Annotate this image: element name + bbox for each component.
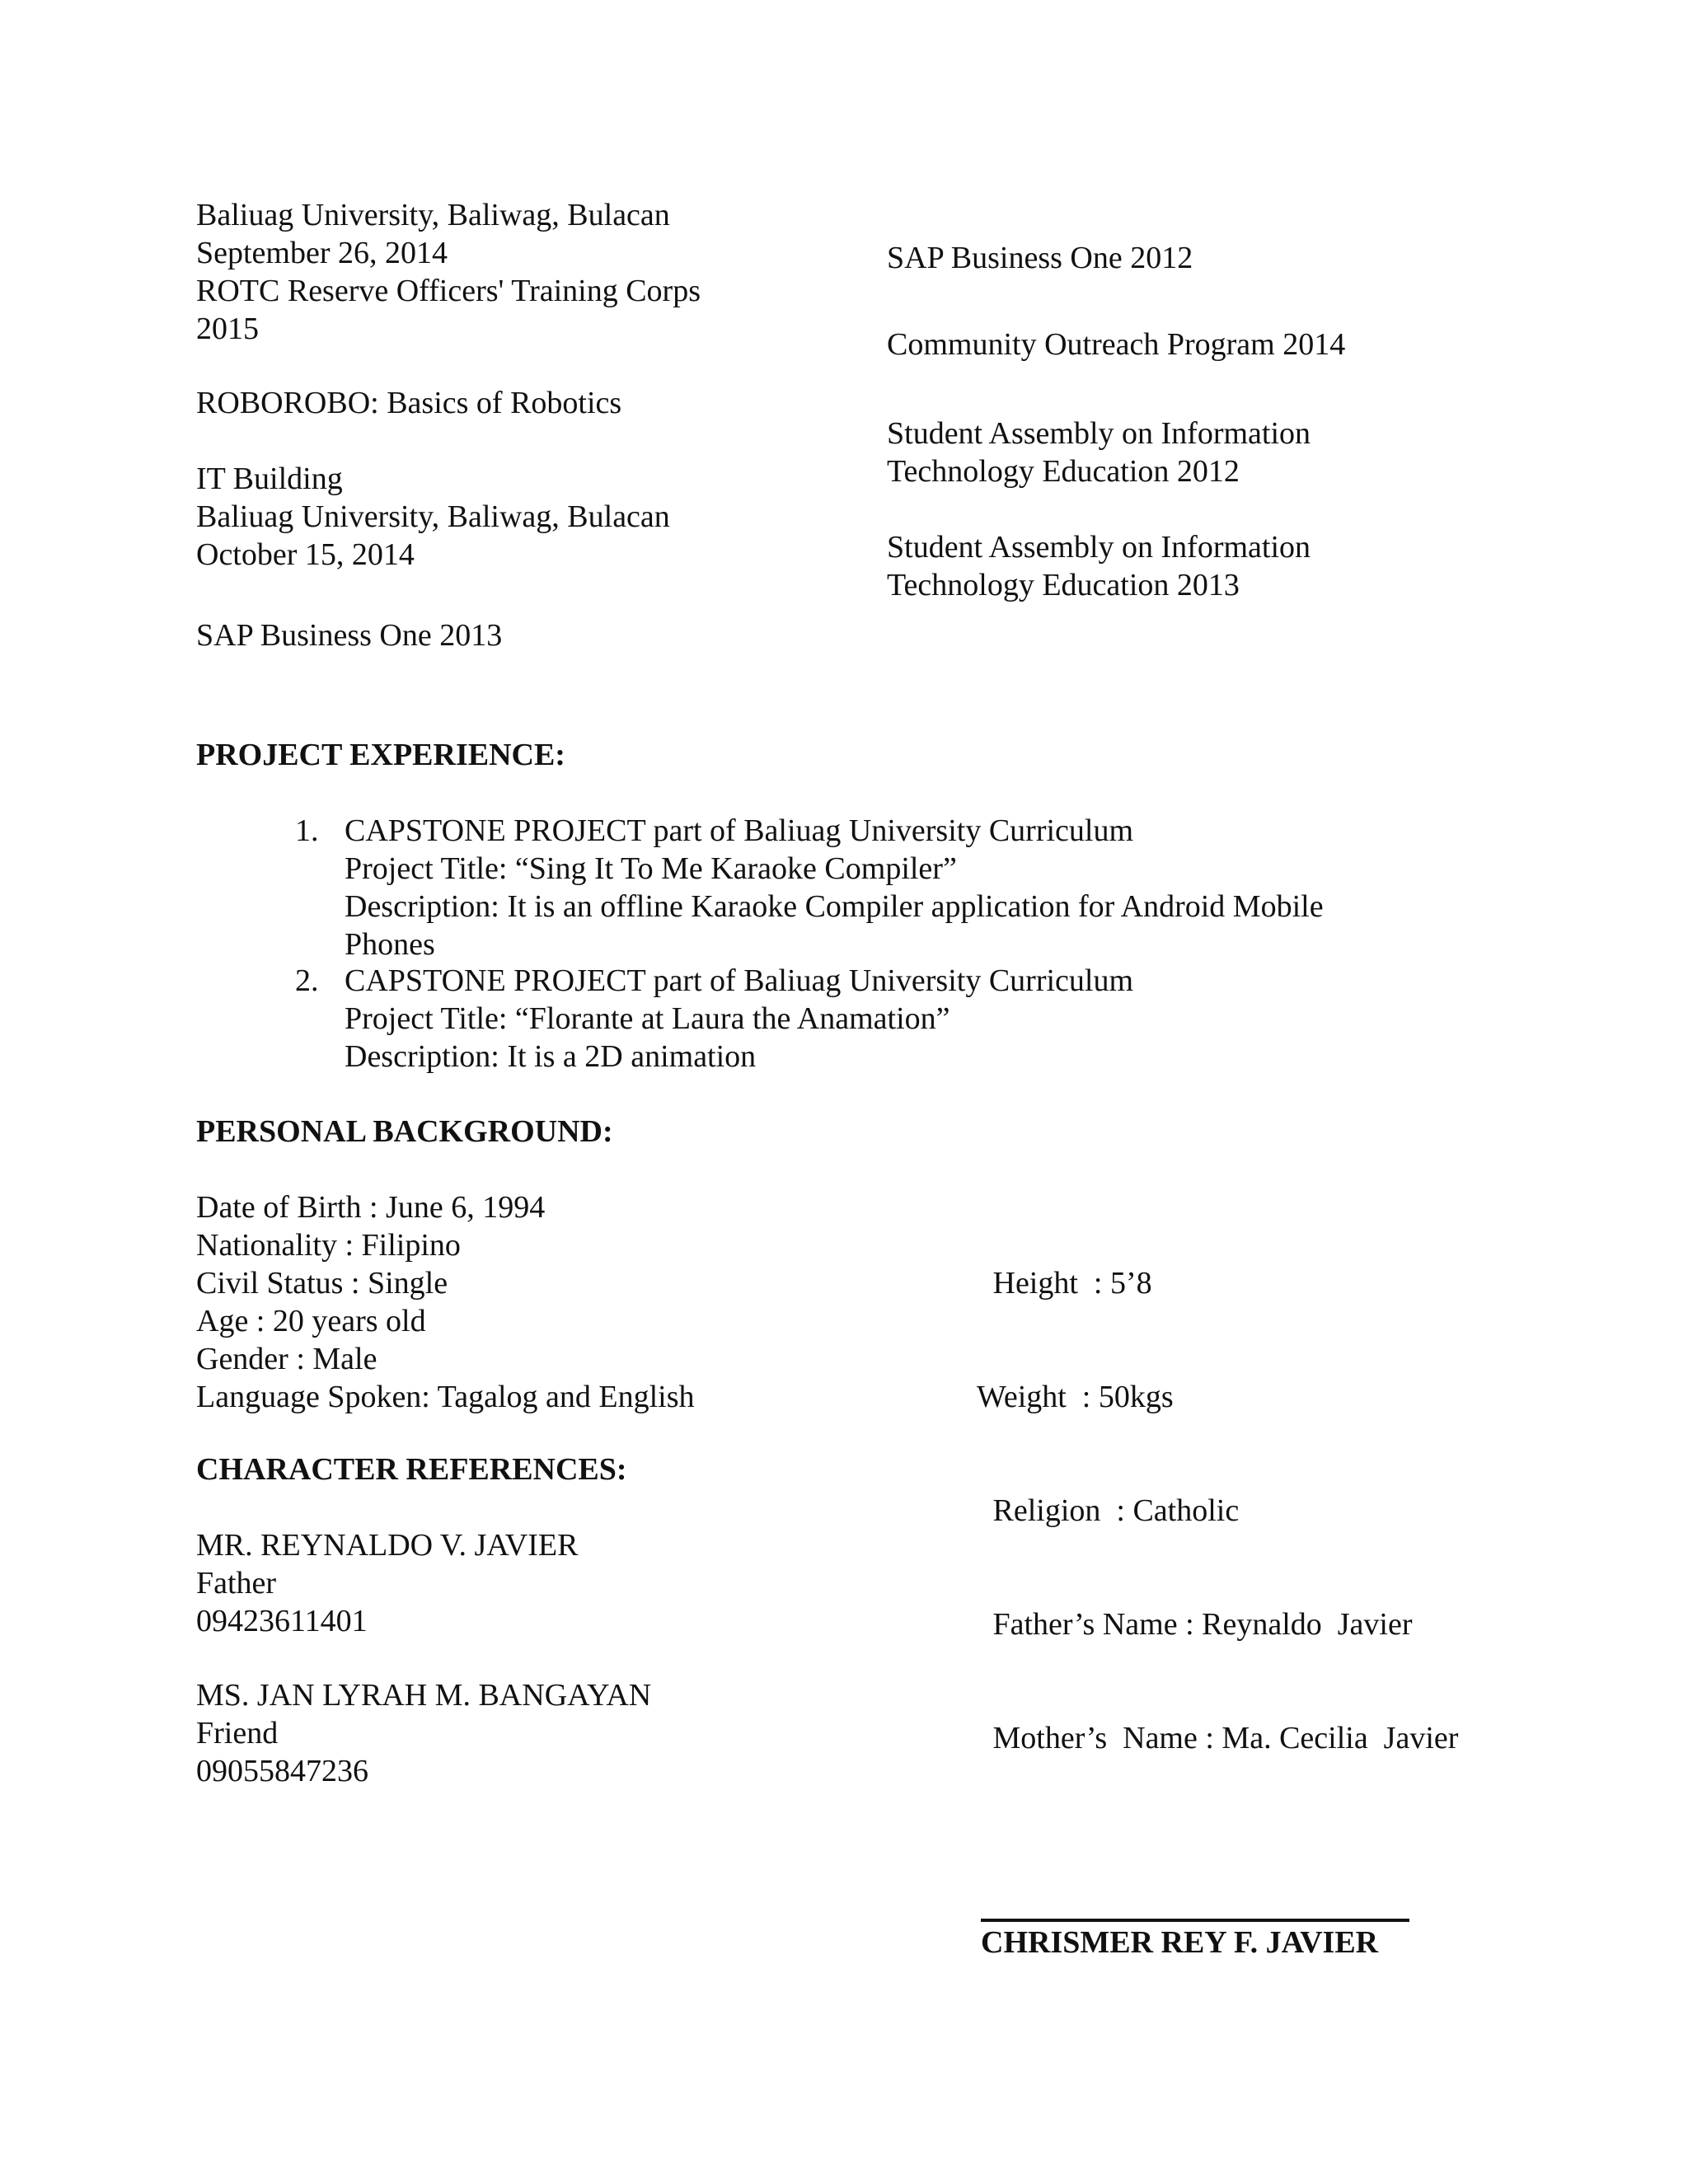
seminar-venue-block (196, 196, 701, 348)
languages: Language Spoken: Tagalog and English (196, 1380, 695, 1414)
venue-date-line: October 15, 2014 (196, 537, 415, 572)
seminar-venue-line: Baliuag University, Baliwag, Bulacan (196, 198, 670, 232)
project-1-description-cont: Phones (345, 927, 435, 962)
venue-building-line: IT Building (196, 462, 343, 496)
roborobo-seminar: ROBOROBO: Basics of Robotics (196, 386, 622, 420)
project-1-line1: CAPSTONE PROJECT part of Baliuag University Curriculum (345, 813, 1134, 848)
seminar-date-line: September 26, 2014 (196, 236, 448, 270)
assembly-2012-line2: Technology Education 2012 (887, 454, 1240, 489)
mother-name: Mother’s Name : Ma. Cecilia Javier (985, 1721, 1459, 1755)
project-experience-heading: PROJECT EXPERIENCE: (196, 738, 565, 772)
character-references-heading: CHARACTER REFERENCES: (196, 1452, 627, 1487)
birth-date: Date of Birth : June 6, 1994 (196, 1190, 546, 1225)
nationality: Nationality : Filipino (196, 1228, 461, 1263)
roborobo-venue-block (196, 460, 670, 574)
religion: Religion : Catholic (985, 1493, 1240, 1528)
assembly-2013-line2: Technology Education 2013 (887, 568, 1240, 602)
reference-relation: Father (196, 1566, 277, 1601)
project-1-description: Description: It is an offline Karaoke Compiler application for Android Mobile (345, 889, 1324, 924)
assembly-2012-block (887, 415, 1311, 490)
project-item-number: 1. (295, 813, 319, 848)
personal-right-list (977, 1188, 1459, 1795)
height: Height : 5’8 (985, 1266, 1152, 1301)
weight: Weight : 50kgs (977, 1380, 1174, 1414)
assembly-2012-line1: Student Assembly on Information (887, 416, 1311, 451)
reference-name: MS. JAN LYRAH M. BANGAYAN (196, 1678, 652, 1713)
venue-university-line: Baliuag University, Baliwag, Bulacan (196, 499, 670, 534)
project-item-number: 2. (295, 963, 319, 998)
project-item-1 (295, 812, 1324, 963)
father-name: Father’s Name : Reynaldo Javier (985, 1607, 1413, 1642)
personal-background-heading: PERSONAL BACKGROUND: (196, 1114, 613, 1149)
personal-left-list (196, 1188, 695, 1416)
sap-2013-seminar: SAP Business One 2013 (196, 618, 503, 653)
gender: Gender : Male (196, 1342, 377, 1376)
reference-phone: 09055847236 (196, 1754, 368, 1788)
rotc-title-line: ROTC Reserve Officers' Training Corps (196, 274, 701, 308)
signature-name: CHRISMER REY F. JAVIER (981, 1925, 1379, 1960)
reference-1 (196, 1526, 578, 1640)
reference-name: MR. REYNALDO V. JAVIER (196, 1528, 579, 1563)
reference-relation: Friend (196, 1716, 279, 1750)
project-2-line1: CAPSTONE PROJECT part of Baliuag University Curriculum (345, 963, 1134, 998)
assembly-2013-block (887, 528, 1311, 604)
signature-line (981, 1919, 1409, 1922)
reference-phone: 09423611401 (196, 1604, 368, 1638)
project-1-title: Project Title: “Sing It To Me Karaoke Compiler” (345, 851, 957, 886)
rotc-year-line: 2015 (196, 312, 259, 346)
project-2-description: Description: It is a 2D animation (345, 1039, 757, 1074)
civil-status: Civil Status : Single (196, 1266, 448, 1301)
outreach-program: Community Outreach Program 2014 (887, 327, 1346, 362)
assembly-2013-line1: Student Assembly on Information (887, 530, 1311, 565)
sap-2012-seminar: SAP Business One 2012 (887, 241, 1193, 275)
project-2-title: Project Title: “Florante at Laura the Anamation” (345, 1001, 950, 1036)
age: Age : 20 years old (196, 1304, 426, 1338)
project-item-2 (295, 962, 1133, 1076)
reference-2 (196, 1676, 651, 1790)
